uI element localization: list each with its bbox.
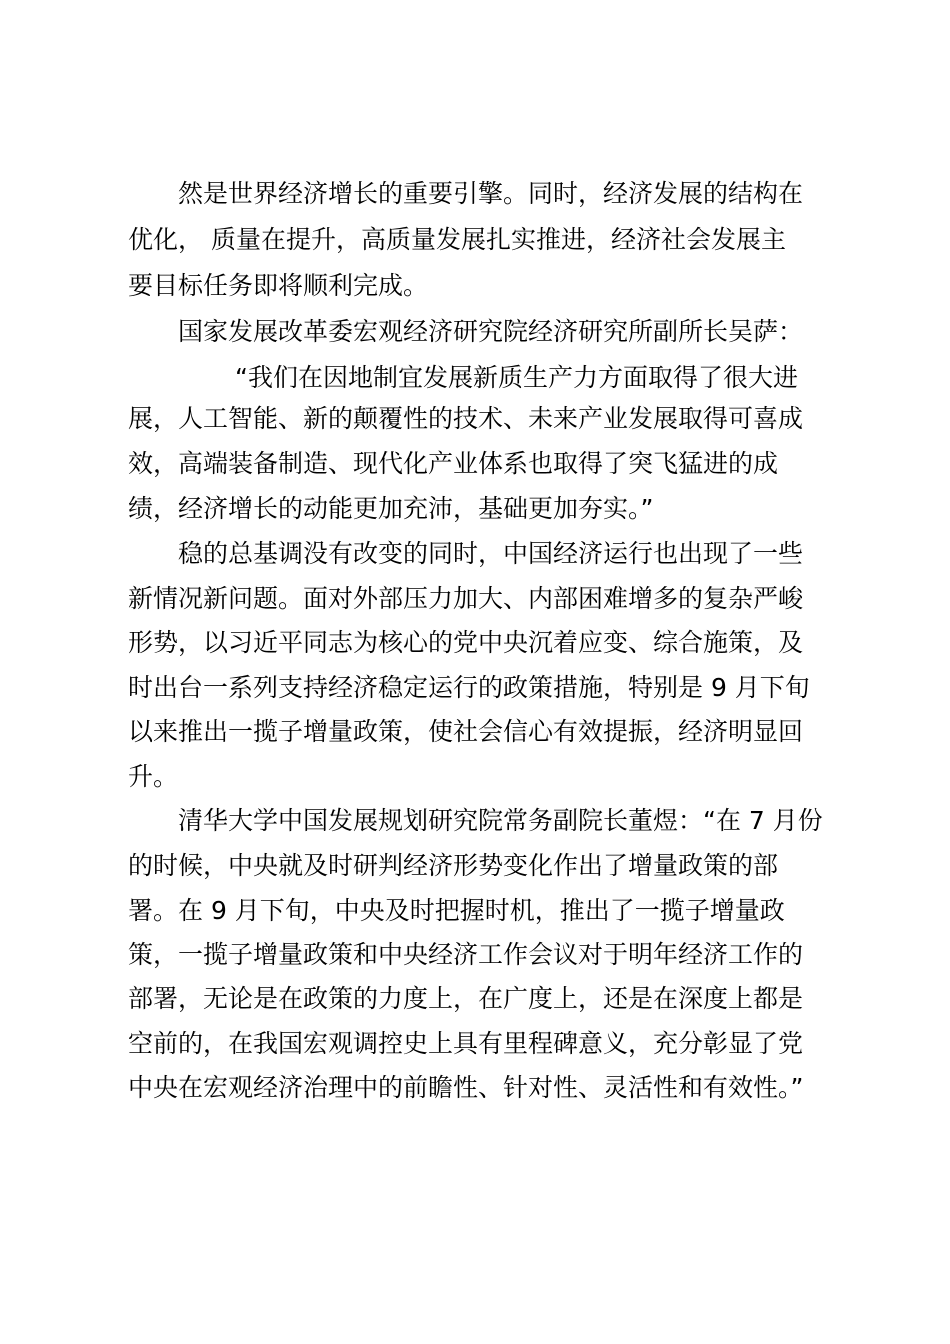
text-line: 展，人工智能、新的颠覆性的技术、未来产业发展取得可喜成: [128, 404, 804, 433]
text-line: 形势，以习近平同志为核心的党中央沉着应变、综合施策，及: [128, 628, 804, 657]
text-line: 效，高端装备制造、现代化产业体系也取得了突飞猛进的成: [128, 449, 779, 478]
text-line: 时出台一系列支持经济稳定运行的政策措施，特别是 9 月下旬: [128, 673, 810, 702]
text-line: 署。在 9 月下旬，中央及时把握时机，推出了一揽子增量政: [128, 896, 785, 925]
text-line: 绩，经济增长的动能更加充沛，基础更加夯实。”: [128, 494, 654, 523]
text-line: 国家发展改革委宏观经济研究院经济研究所副所长吴萨：: [178, 317, 804, 346]
text-line: “我们在因地制宜发展新质生产力方面取得了很大进: [235, 363, 798, 392]
text-line: 优化， 质量在提升，高质量发展扎实推进，经济社会发展主: [128, 225, 786, 254]
text-line: 中央在宏观经济治理中的前瞻性、针对性、灵活性和有效性。”: [128, 1073, 804, 1102]
text-line: 的时候，中央就及时研判经济形势变化作出了增量政策的部: [128, 851, 779, 880]
text-line: 空前的，在我国宏观调控史上具有里程碑意义，充分彰显了党: [128, 1029, 804, 1058]
text-line: 清华大学中国发展规划研究院常务副院长董煜：“在 7 月份: [178, 806, 823, 835]
text-line: 部署，无论是在政策的力度上，在广度上，还是在深度上都是: [128, 984, 804, 1013]
text-line: 新情况新问题。面对外部压力加大、内部困难增多的复杂严峻: [128, 584, 804, 613]
text-line: 策，一揽子增量政策和中央经济工作会议对于明年经济工作的: [128, 940, 804, 969]
text-line: 要目标任务即将顺利完成。: [128, 271, 429, 300]
text-line: 以来推出一揽子增量政策，使社会信心有效提振，经济明显回: [128, 717, 804, 746]
text-line: 然是世界经济增长的重要引擎。同时，经济发展的结构在: [178, 179, 804, 208]
text-line: 稳的总基调没有改变的同时，中国经济运行也出现了一些: [178, 539, 804, 568]
text-line: 升。: [128, 762, 179, 791]
